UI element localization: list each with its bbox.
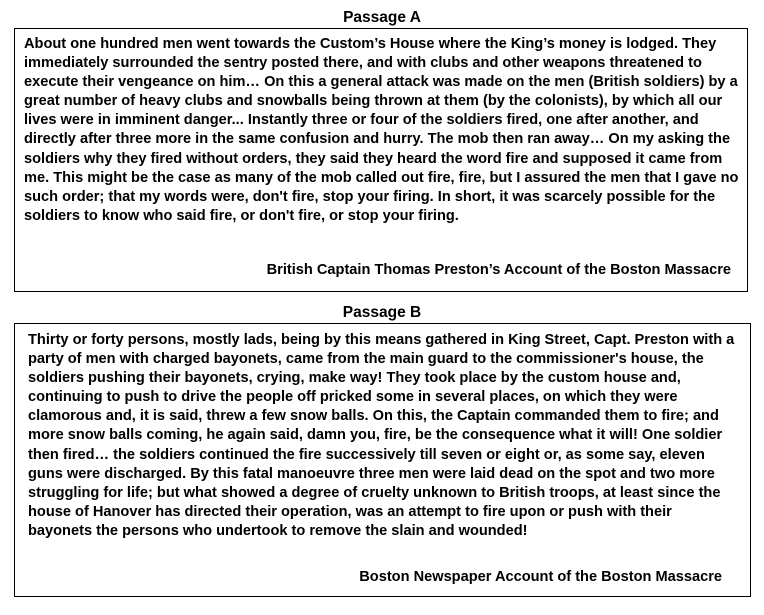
passage-a-text: About one hundred men went towards the Custom’s House where the King’s money is lodged. They immediately surrounded the sentry posted there, and with clubs and other weapons threatened to execute their vengeance on him… On this a general attack was made on the men (British soldiers) by a great number of heavy clubs and snowballs being thrown at them (by the colonists), by which all our lives were in imminent danger... Instantly three or four of the soldiers fired, one after another, and directly after three more in the same confusion and hurry. The mob then ran away… On my asking the soldiers why they fired without orders, they said they heard the word fire and supposed it came from me. This might be the case as many of the mob called out fire, fire, but I assured the men that I gave no such order; that my words were, don't fire, stop your firing. In short, it was scarcely possible for the soldiers to know who said fire, or don't fire, or stop your firing. xyxy=(24,36,739,224)
passage-b-box xyxy=(14,323,751,597)
passage-b-attribution: Boston Newspaper Account of the Boston Massacre xyxy=(359,569,722,585)
passage-b-text: Thirty or forty persons, mostly lads, being by this means gathered in King Street, Capt. Preston with a party of men with charged bayonets, came from the main guard to the commissioner's house, the soldiers pushing their bayonets, crying, make way! They took place by the custom house and, continuing to push to drive the people off pricked some in several places, on which they were clamorous and, it is said, threw a few snow balls. On this, the Captain commanded them to fire; and more snow balls coming, he again said, damn you, fire, be the consequence what it will! One soldier then fired… the soldiers continued the fire successively till seven or eight or, as some say, eleven guns were discharged. By this fatal manoeuvre three men were laid dead on the spot and two more struggling for life; but what showed a degree of cruelty unknown to British troops, at least since the house of Hanover has directed their operation, was an attempt to fire upon or push with their bayonets the persons who undertook to remove the slain and wounded! xyxy=(28,332,735,539)
passage-a-heading: Passage A xyxy=(343,9,421,26)
passage-a-box xyxy=(14,28,748,292)
passage-a-attribution: British Captain Thomas Preston’s Account of the Boston Massacre xyxy=(266,262,731,278)
passage-b-heading: Passage B xyxy=(342,304,422,321)
